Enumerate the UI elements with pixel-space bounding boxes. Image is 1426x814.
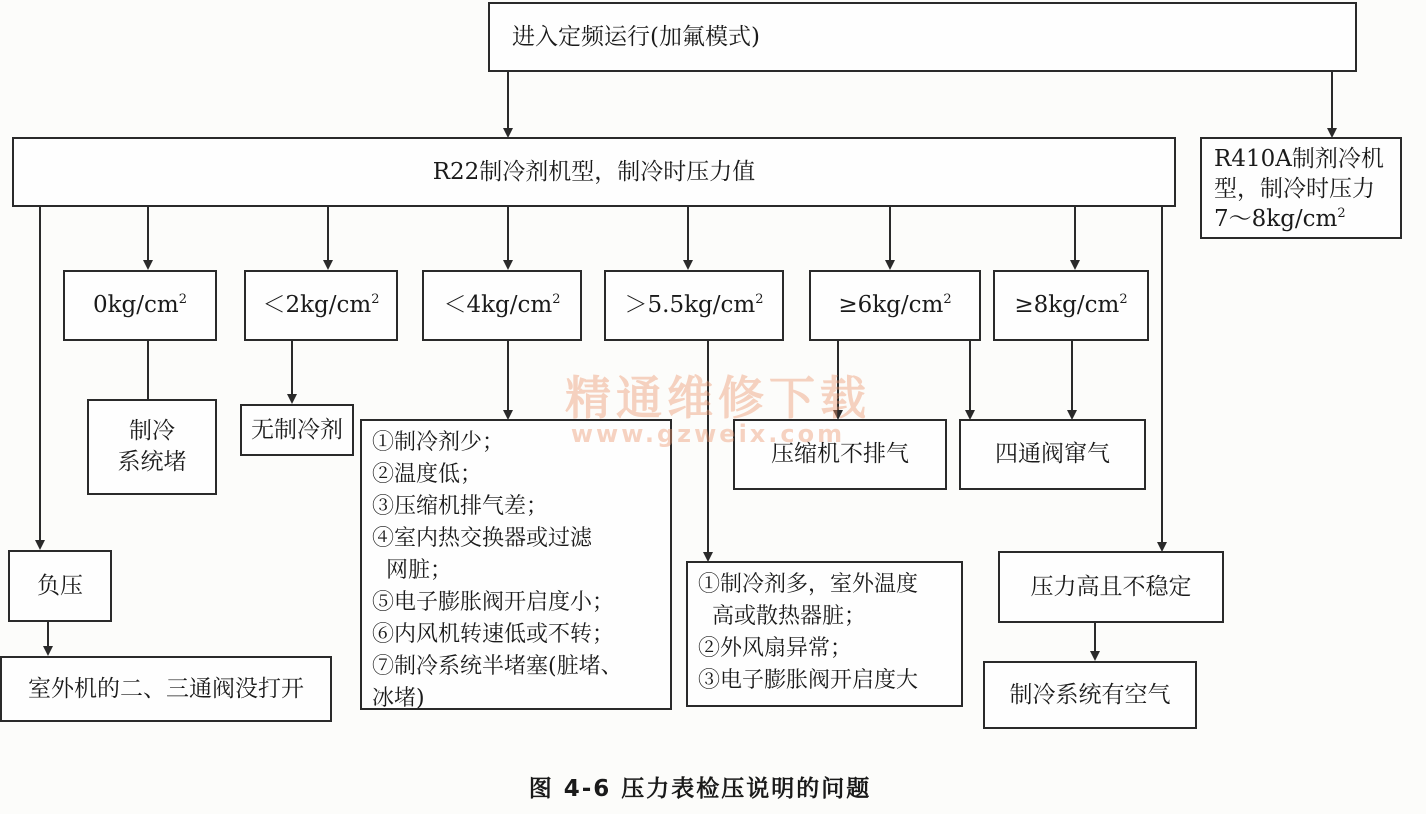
no-refrigerant-box	[240, 404, 354, 456]
blocked-box	[87, 399, 217, 495]
r410a-line-2: 型，制冷时压力	[1214, 176, 1375, 202]
pressure-0-label: $0kg/cm^2$	[92, 292, 187, 318]
negative-pressure-box	[8, 550, 112, 622]
r22-box	[12, 137, 1176, 207]
watermark-text: 精通维修下载	[565, 371, 871, 425]
unstable-pressure-label: 压力高且不稳定	[1030, 573, 1192, 600]
r22-label: R22制冷剂机型，制冷时压力值	[432, 158, 756, 185]
valves-closed-box	[0, 656, 332, 722]
low-cause-5: ⑤电子膨胀阀开启度小；	[372, 590, 615, 615]
high-cause-3: ③电子膨胀阀开启度大	[698, 668, 919, 693]
pressure-ge8-label: $\ge 8kg/cm^2$	[1014, 292, 1128, 318]
watermark-url: www.gzweix.com	[570, 420, 846, 448]
low-cause-2: ②温度低；	[372, 462, 483, 487]
valves-closed-label: 室外机的二、三通阀没打开	[28, 675, 304, 702]
low-cause-7: ⑦制冷系统半堵塞(脏堵、	[372, 654, 623, 679]
pressure-lt4-box	[422, 270, 582, 341]
pressure-0-box	[63, 270, 217, 341]
figure-caption: 图 4-6 压力表检压说明的问题	[528, 776, 872, 802]
pressure-lt2-label: $<2kg/cm^2$	[262, 292, 380, 318]
high-cause-1b: 高或散热器脏；	[698, 604, 866, 629]
low-cause-6: ⑥内风机转速低或不转；	[372, 622, 615, 647]
low-cause-1: ①制冷剂少；	[372, 430, 505, 455]
blocked-line-1: 制冷	[129, 418, 175, 444]
pressure-ge8-box	[993, 270, 1149, 341]
high-cause-2: ②外风扇异常；	[698, 636, 853, 661]
start-box	[488, 2, 1357, 72]
four-way-valve-box	[959, 419, 1146, 490]
high-cause-1: ①制冷剂多，室外温度	[698, 572, 919, 597]
low-cause-4b: 网脏；	[372, 558, 452, 583]
air-in-system-box	[983, 661, 1197, 729]
start-label: 进入定频运行(加氟模式)	[512, 23, 760, 50]
low-cause-4: ④室内热交换器或过滤	[372, 526, 593, 551]
pressure-ge6-box	[809, 270, 981, 341]
unstable-pressure-box	[998, 551, 1224, 623]
r410a-line-1: R410A制剂冷机	[1214, 146, 1384, 172]
high-pressure-causes-box	[686, 561, 963, 707]
low-cause-7b: 冰堵)	[372, 686, 425, 711]
compressor-label: 压缩机不排气	[771, 441, 909, 467]
pressure-lt2-box	[244, 270, 398, 341]
low-pressure-causes-box	[360, 419, 672, 710]
pressure-ge6-label: $\ge 6kg/cm^2$	[838, 292, 952, 318]
r410a-line-3: $7\sim 8kg/cm^2$	[1214, 206, 1346, 232]
pressure-gt55-label: $>5.5kg/cm^2$	[624, 292, 764, 318]
pressure-gt55-box	[604, 270, 784, 341]
no-refrigerant-label: 无制冷剂	[251, 416, 343, 443]
blocked-line-2: 系统堵	[117, 449, 187, 475]
low-cause-3: ③压缩机排气差；	[372, 494, 549, 519]
negative-pressure-label: 负压	[37, 572, 83, 599]
pressure-lt4-label: $<4kg/cm^2$	[443, 292, 561, 318]
air-in-system-label: 制冷系统有空气	[1009, 681, 1171, 708]
four-way-valve-label: 四通阀窜气	[995, 441, 1110, 467]
r410a-box	[1200, 137, 1402, 239]
